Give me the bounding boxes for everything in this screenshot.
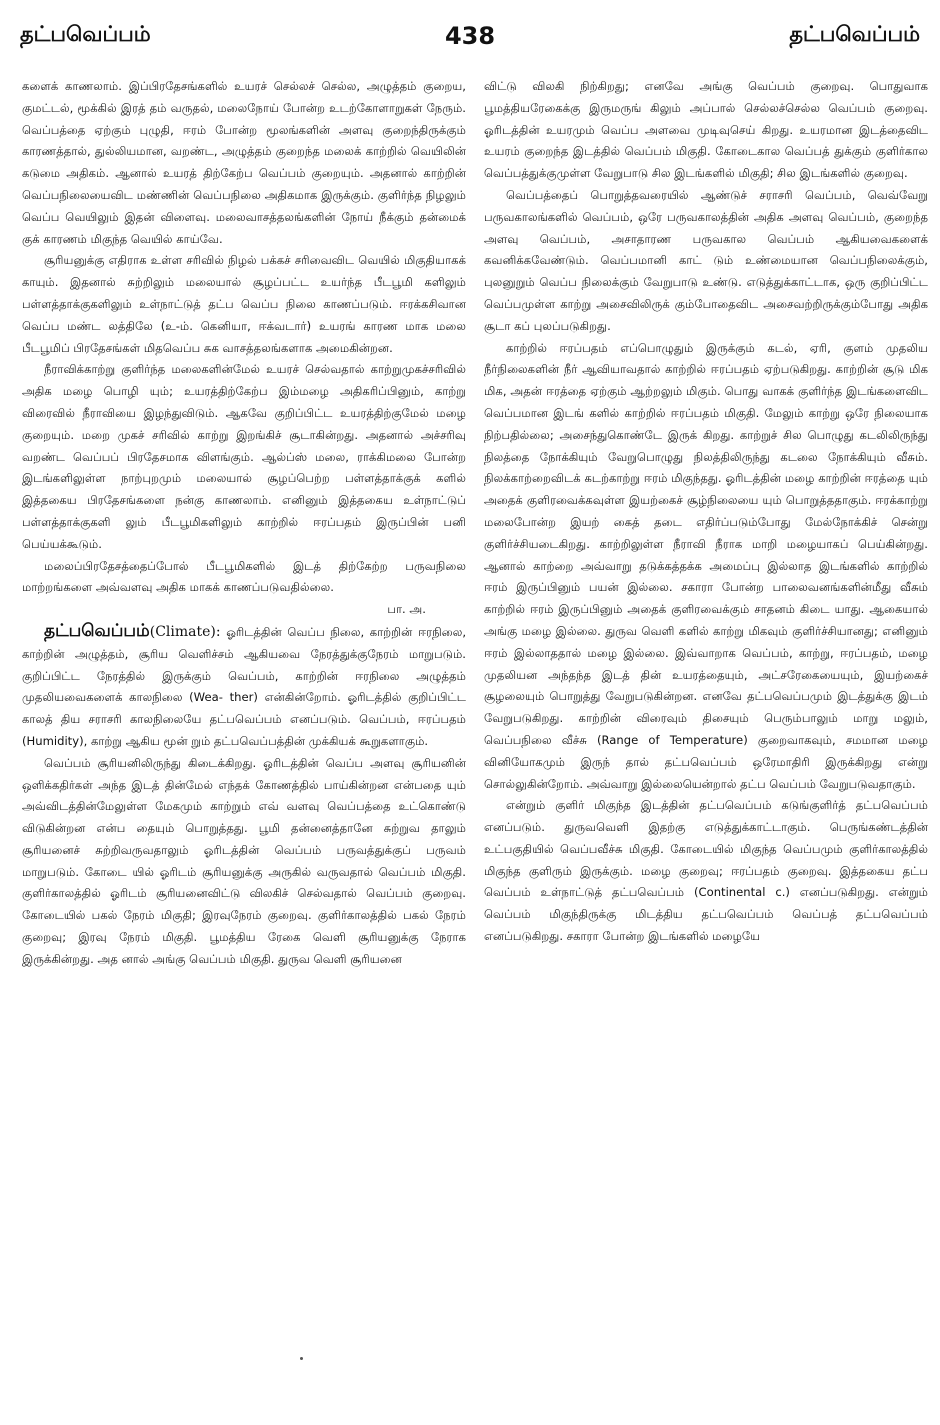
- paragraph: நீராவிக்காற்று குளிர்ந்த மலைகளின்மேல் உயரச் செல்வதால் காற்றுமுகச்சரிவில் அதிக மழை பொழி யும்; உயரத்திற்கேற்ப இம்மழை அதிகரிப்பினும், காற்று விரைவில் நீராவியை இழந்துவிடும். ஆகவே குறிப்பிட்ட உயரத்திற்குமேல் மழை குறையும். மறை முகச் சரிவில் காற்று இறங்கிச் சூடாகின்றது. அதனால் அச்சரிவு வறண்ட வெப்பப் பிரதேசமாக விளங்கும். ஆல்ப்ஸ் மலை, ராக்கிமலை போன்ற இடங்களிலுள்ள நாற்புறமும் மலையால் சூழப்பெற்ற பள்ளத்தாக்குக் களில் இத்தகைய பிரதேசங்களை நன்கு காணலாம். எனினும் இத்தகைய உள்நாட்டுப் பள்ளத்தாக்குகளி லும் பீடபூமிகளிலும் காற்றில் ஈரப்பதம் இருப்பின் பனி பெய்யக்கூடும்.: [22, 362, 466, 551]
- paragraph: வெப்பத்தைப் பொறுத்தவரையில் ஆண்டுச் சராசரி வெப்பம், வெவ்வேறு பருவகாலங்களில் வெப்பம், ஒரே பருவகாலத்தின் அதிக அளவு வெப்பம், குறைந்த அளவு வெப்பம், அசாதாரண பருவகால வெப்பம் ஆகியவைகளைக் கவனிக்கவேண்டும். வெப்பமானி காட் டும் உண்மையான வெப்பநிலைக்கும், புலனுறும் வெப்ப நிலைக்கும் வேறுபாடு உண்டு. எடுத்துக்காட்டாக, ஒரு குறிப்பிட்ட வெப்பமுள்ள காற்று அசைவிலிருக் கும்போதைவிட அசைவற்றிருக்கும்போது அதிக சூடா கப் புலப்படுகிறது.: [484, 187, 928, 333]
- paragraph-text: மலைப்பிரதேசத்தைப்போல் பீடபூமிகளில் இடத் திற்கேற்ற பருவநிலை மாற்றங்களை அவ்வளவு அதிக மாகக் காணப்படுவதில்லை.: [22, 558, 466, 595]
- paragraph: வெப்பம் சூரியனிலிருந்து கிடைக்கிறது. ஓரிடத்தின் வெப்ப அளவு சூரியனின் ஒளிக்கதிர்கள் அந்த இடத் தின்மேல் எந்தக் கோணத்தில் பாய்கின்றன என்பதை யும் அவ்விடத்தின்மேலுள்ள மேகமும் காற்றும் எவ் வளவு வெப்பத்தை உட்கொண்டு விடுகின்றன என்ப தையும் பொறுத்தது. பூமி தன்னைத்தானே சுற்றுவ தாலும் சூரியனைச் சுற்றிவருவதாலும் ஓரிடத்தின் வெப்பம் பருவத்துக்குப் பருவம் மாறுபடும். கோடை யில் ஓரிடம் சூரியனுக்கு அருகில் வருவதால் வெப்பம் மிகுதி. குளிர்காலத்தில் ஓரிடம் சூரியனைவிட்டு விலகிச் செல்வதால் வெப்பம் குறைவு. கோடையில் பகல் நேரம் மிகுதி; இரவுநேரம் குறைவு. குளிர்காலத்தில் பகல் நேரம் குறைவு; இரவு நேரம் மிகுதி. பூமத்திய ரேகை வெளி சூரியனுக்கு நேராக இருக்கின்றது. அத னால் அங்கு வெப்பம் மிகுதி. துருவ வெளி சூரியனை: [22, 755, 466, 966]
- right-column: [484, 76, 928, 948]
- running-head-right: தட்பவெப்பம்: [789, 22, 920, 46]
- paragraph: [22, 556, 466, 621]
- paragraph: களைக் காணலாம். இப்பிரதேசங்களில் உயரச் செல்லச் செல்ல, அழுத்தம் குறைய, குமட்டல், மூக்கில் இரத் தம் வருதல், மலைநோய் போன்ற உடற்கோளாறுகள் நேரும். வெப்பத்தை ஏற்கும் புழுதி, ஈரம் போன்ற மூலங்களின் அளவு குறைந்திருக்கும் காரணத்தால், துல்லியமான, வறண்ட, அழுத்தம் குறைந்த மலைக் காற்றில் வெயிலின் கடுமை அதிகம். ஆனால் உயரத் திற்கேற்ப வெப்பம் குறையும். அதனால் காற்றின் வெப்பநிலையைவிட மண்ணின் வெப்பநிலை அதிகமாக இருக்கும். குளிர்ந்த நிழலும் வெப்ப வெயிலும் இதன் விளைவு. மலைவாசத்தலங்களின் நோய் நீக்கும் தன்மைக் குக் காரணம் மிகுந்த வெயில் காய்வே.: [22, 79, 466, 246]
- page-header: [20, 22, 920, 62]
- paragraph: என்றும் குளிர் மிகுந்த இடத்தின் தட்பவெப்பம் கடுங்குளிர்த் தட்பவெப்பம் எனப்படும். துருவவெளி இதற்கு எடுத்துக்காட்டாகும். பெருங்கண்டத்தின் உட்பகுதியில் வெப்பவீச்சு மிகுதி. கோடையில் மிகுந்த வெப்பமும் குளிர்காலத்தில் மிகுந்த குளிரும் இருக்கும். மழை குறைவு; ஈரப்பதம் குறைவு. இத்தகைய தட்ப வெப்பம் உள்நாட்டுத் தட்பவெப்பம் (Continental c.) எனப்படுகிறது. என்றும் வெப்பம் மிகுந்திருக்கு மிடத்திய தட்பவெப்பம் வெப்பத் தட்பவெப்பம் எனப்படுகிறது. சகாரா போன்ற இடங்களில் மழையே: [484, 798, 928, 944]
- print-speck: [300, 1357, 303, 1360]
- paragraph: காற்றில் ஈரப்பதம் எப்பொழுதும் இருக்கும் கடல், ஏரி, குளம் முதலிய நீர்நிலைகளின் நீர் ஆவியாவதால் காற்றில் ஈரப்பதம் ஏற்படுகிறது. காற்றின் சூடு மிக மிக, அதன் ஈரத்தை ஏற்கும் ஆற்றலும் மிகும். பொது வாகக் குளிர்ந்த இடங்களைவிட வெப்பமான இடங் களில் காற்றில் ஈரப்பதம் மிகுதி. மேலும் காற்று ஒரே நிலையாக நிற்பதில்லை; அசைந்துகொண்டே இருக் கிறது. காற்றுச் சில பொழுது கடலிலிருந்து நிலத்தை நோக்கியும் வேறுபொழுது நிலத்திலிருந்து கடலை நோக்கியும் வீசும். நிலக்காற்றைவிடக் கடற்காற்று ஈரம் மிகுந்தது. ஓரிடத்தின் மழை காற்றின் ஈரத்தை யும் அதைக் குளிரவைக்கவுள்ள இயற்கைச் சூழ்நிலையை யும் பொறுத்ததாகும். ஈரக்காற்று மலைபோன்ற இயற் கைத் தடை எதிர்ப்படும்போது மேல்நோக்கிச் சென்று குளிர்ச்சியடைகிறது. காற்றிலுள்ள நீராவி நீராக மாறி மழையாகப் பெய்கின்றது. ஆனால் காற்றை அவ்வாறு தடுக்கத்தக்க அமைப்பு இல்லாத இடங்களில் காற்றில் ஈரம் இருப்பினும் பயன் இல்லை. சகாரா போன்ற பாலைவனங்களின்மீது வீசும் காற்றில் ஈரம் இருப்பினும் அதைக் குளிரவைக்கும் சாதனம் கிடை யாது. ஆகையால் அங்கு மழை இல்லை. துருவ வெளி களில் காற்று மிகவும் குளிர்ச்சியானது; எனினும் ஈரம் இல்லாததால் மழை இல்லை. இவ்வாறாக வெப்பம், காற்று, ஈரப்பதம், மழை முதலியன அந்தந்த இடத் தின் உயரத்தையும், அட்சரேகையையும், இயற்கைச் சூழலையும் பொறுத்து வேறுபடுகின்றன. எனவே தட்பவெப்பமும் இடத்துக்கு இடம் வேறுபடுகிறது. காற்றின் விரைவும் திசையும் பெரும்பாலும் மாறு மலும், வெப்பநிலை வீச்சு (Range of Temperature) குறைவாகவும், சமமான மழை வினியோகமும் இருந் தால் தட்பவெப்பம் ஒரேமாதிரி இருக்கிறது என்று சொல்லுகின்றோம். அவ்வாறு இல்லையென்றால் தட்ப வெப்பம் வேறுபடுவதாகும்.: [484, 340, 928, 791]
- entry-latin-term: (Climate):: [149, 623, 221, 640]
- entry-title: தட்பவெப்பம்: [44, 620, 150, 641]
- left-column: [22, 76, 466, 971]
- paragraph: சூரியனுக்கு எதிராக உள்ள சரிவில் நிழல் பக்கச் சரிவைவிட வெயில் மிகுதியாகக் காயும். இதனால் சுற்றிலும் மலையால் சூழப்பட்ட உயர்ந்த பீடபூமி களிலும் பள்ளத்தாக்குகளிலும் உள்நாட்டுத் தட்ப வெப்ப நிலை காணப்படும். ஈரக்கசிவான வெப்ப மண்ட லத்திலே (உ-ம். கெனியா, ஈக்வடார்) உயரங் காரண மாக மலை பீடபூமிப் பிரதேசங்கள் மிதவெப்ப சுக வாசத்தலங்களாக அமைகின்றன.: [22, 253, 466, 355]
- entry-text: ஓரிடத்தின் வெப்ப நிலை, காற்றின் ஈரநிலை, காற்றின் அழுத்தம், சூரிய வெளிச்சம் ஆகியவை நேரத்துக்குநேரம் மாறுபடும். குறிப்பிட்ட நேரத்தில் இருக்கும் வெப்பம், காற்றின் ஈரநிலை அழுத்தம் முதலியவைகளைக் காலநிலை (Wea- ther) என்கின்றோம். ஓரிடத்தில் குறிப்பிட்ட காலத் திய சராசரி காலநிலையே தட்பவெப்பம் எனப்படும். வெப்பம், ஈரப்பதம் (Humidity), காற்று ஆகிய மூன் றும் தட்பவெப்பத்தின் முக்கியக் கூறுகளாகும்.: [22, 624, 467, 748]
- author-initials: பா. அ.: [387, 602, 426, 617]
- page-number: 438: [444, 22, 496, 50]
- entry-paragraph: [22, 621, 466, 753]
- paragraph: விட்டு விலகி நிற்கிறது; எனவே அங்கு வெப்பம் குறைவு. பொதுவாக பூமத்தியரேகைக்கு இருமருங் கிலும் அப்பால் செல்லச்செல்ல வெப்பம் குறைவு. ஓரிடத்தின் உயரமும் வெப்ப அளவை முடிவுசெய் கிறது. உயரமான இடத்தைவிட உயரம் குறைந்த இடத்தில் வெப்பம் மிகுதி. கோடைகால வெப்பத் துக்கும் குளிர்கால வெப்பத்துக்குமுள்ள வேறுபாடு சில இடங்களில் மிகுதி; சில இடங்களில் குறைவு.: [484, 79, 928, 181]
- running-head-left: தட்பவெப்பம்: [20, 22, 151, 46]
